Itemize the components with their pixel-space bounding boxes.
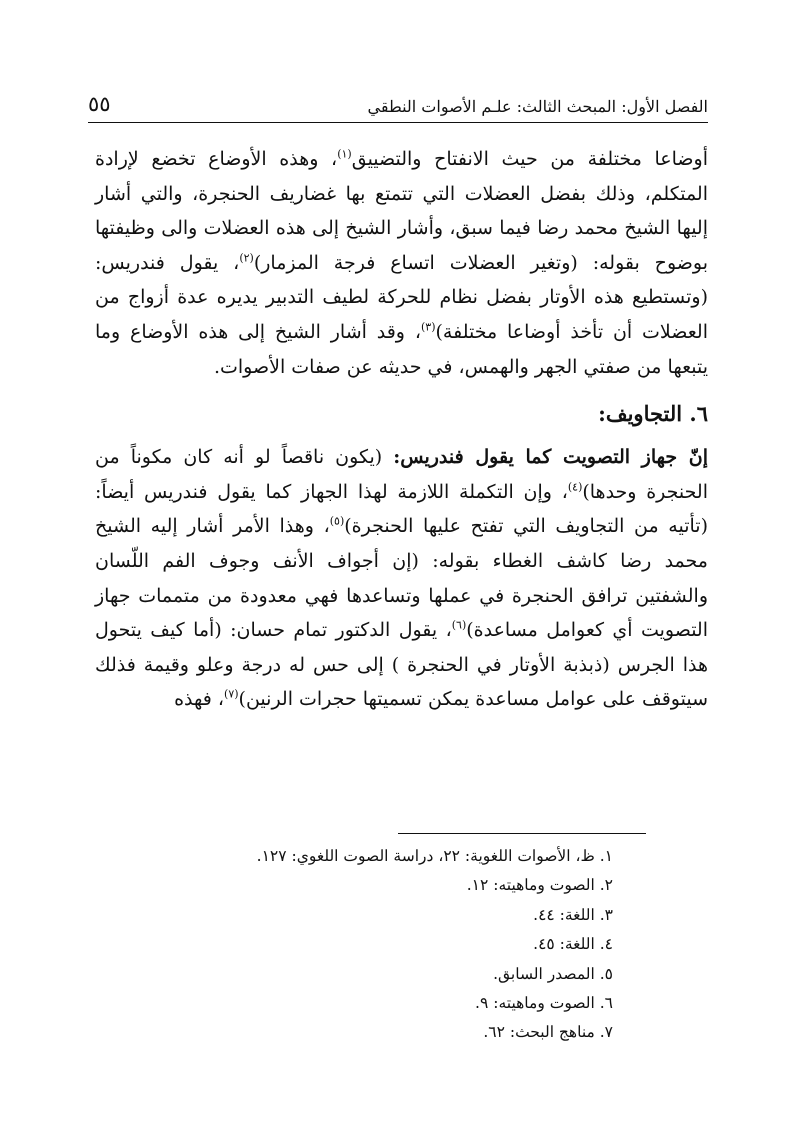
header-title: الفصل الأول: المبحث الثالث: علـم الأصوات النطقي: [367, 97, 708, 116]
bold-lead: إنّ جهاز التصويت كما يقول فندريس:: [393, 446, 709, 469]
paragraph-1: [95, 142, 708, 384]
footnote-ref-6: (٦): [451, 618, 467, 632]
text-run: ، يقول فندريس: (وتستطيع هذه الأوتار بفضل نظام للحركة لطيف التدبير يديره عدة أزواج من العضلات أن تأخذ أوضاعا مختلفة): [95, 251, 708, 343]
body-text: [95, 142, 708, 717]
footnote-item: ٦. الصوت وماهيته: ٩.: [475, 994, 613, 1013]
footnote-item: ٣. اللغة: ٤٤.: [533, 905, 613, 924]
text-run: ، وإن التكملة اللازمة لهذا الجهاز كما يقول فندريس أيضاً: (تأتيه من التجاويف التي تفتح عليها الحنجرة): [95, 480, 709, 538]
footnote-ref-5: (٥): [329, 515, 345, 529]
footnote-item: ٤. اللغة: ٤٥.: [533, 935, 613, 954]
footnote-ref-2: (٢): [239, 251, 254, 265]
footnote-item: ١. ظ، الأصوات اللغوية: ٢٢، دراسة الصوت اللغوي: ١٢٧.: [256, 847, 613, 865]
text-run: ، وقد أشار الشيخ إلى هذه الأوضاع وما يتبعها من صفتي الجهر والهمس، في حديثه عن صفات الأصوات.: [95, 320, 708, 378]
footnote-item: ٢. الصوت وماهيته: ١٢.: [466, 876, 613, 895]
text-run: ، وهذه الأوضاع تخضع لإرادة المتكلم، وذلك بفضل العضلات التي تتمتع بها غضاريف الحنجرة، والتي أشار إليها الشيخ محمد رضا فيما سبق، وأشار الشيخ إلى هذه العضلات والى وظيفتها بوضوح بقوله: (وتغير العضلات اتساع فرجة المزمار): [95, 148, 708, 274]
page-number: ٥٥: [88, 92, 111, 116]
footnote-item: ٥. المصدر السابق.: [493, 964, 613, 983]
footnote-ref-1: (١): [337, 147, 352, 161]
text-run: (يكون ناقصاً لو أنه كان مكوناً من الحنجرة وحدها): [95, 446, 708, 503]
footnotes-list: [95, 842, 613, 1048]
text-run: ، فهذه: [174, 688, 225, 711]
footnote-ref-3: (٣): [420, 320, 436, 334]
footnote-separator: [398, 833, 646, 834]
footnote-ref-7: (٧): [224, 687, 239, 701]
text-run: ، يقول الدكتور تمام حسان: (أما كيف يتحول هذا الجرس (ذبذبة الأوتار في الحنجرة ) إلى حس له درجة وعلو وقيمة فذلك سيتوقف على عوامل مساعدة يمكن تسميتها حجرات الرنين): [95, 619, 708, 711]
text-run: أوضاعا مختلفة من حيث الانفتاح والتضييق: [351, 148, 709, 170]
text-run: ، وهذا الأمر أشار إليه الشيخ محمد رضا كاشف الغطاء بقوله: (إن أجواف الأنف وجوف الفم اللّسان والشفتين ترافق الحنجرة في عملها وتساعدها فهي معدودة من متممات جهاز التصويت أي كعوامل مساعدة): [95, 515, 708, 642]
paragraph-2: [95, 440, 708, 717]
section-heading: ٦. التجاويف:: [598, 401, 708, 427]
footnote-ref-4: (٤): [567, 480, 583, 494]
footnote-item: ٧. مناهج البحث: ٦٢.: [483, 1023, 613, 1042]
running-header: [88, 92, 708, 123]
